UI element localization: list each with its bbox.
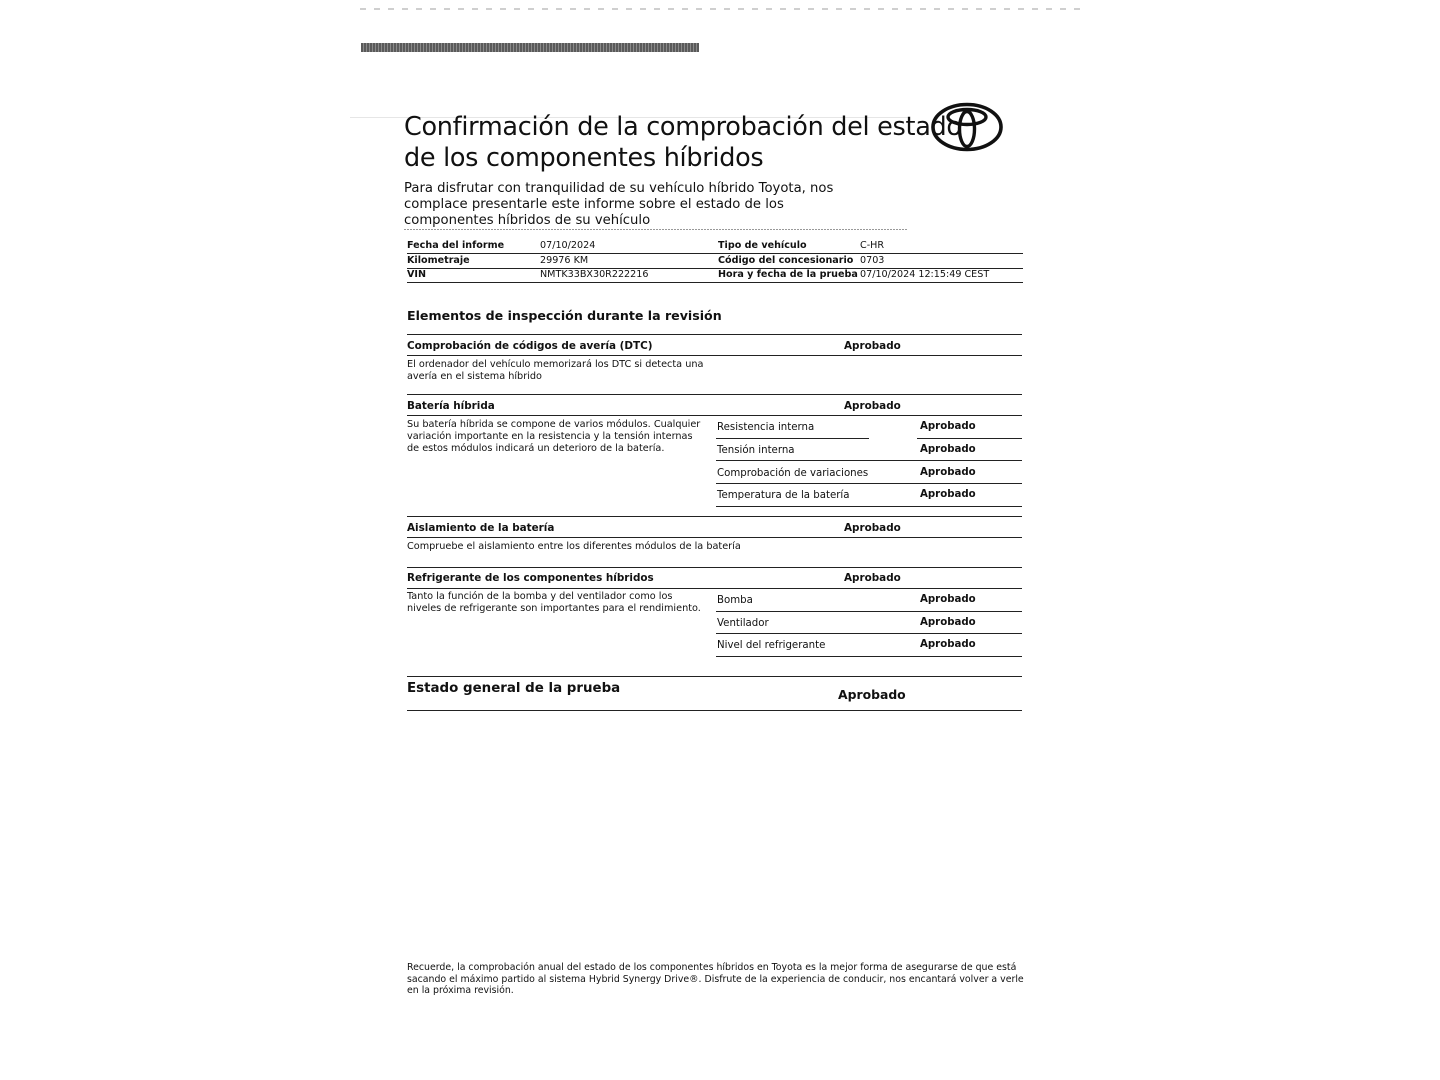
section-description: Compruebe el aislamiento entre los diferentes módulos de la batería xyxy=(407,541,741,552)
status-badge: Aprobado xyxy=(920,617,976,628)
overall-status-badge: Aprobado xyxy=(838,687,906,702)
section-description: Su batería híbrida se compone de varios módulos. Cualquier variación importante en la resistencia y la tensión internas de estos módulos indicará un deterioro de la batería. xyxy=(407,419,701,454)
section-divider xyxy=(407,516,1022,517)
check-label: Resistencia interna xyxy=(717,422,815,433)
info-label: Fecha del informe xyxy=(407,240,505,251)
section-divider xyxy=(407,355,1022,356)
check-label: Tensión interna xyxy=(717,445,795,456)
status-badge: Aprobado xyxy=(920,639,976,650)
intro-text: Para disfrutar con tranquilidad de su vehículo híbrido Toyota, nos complace presentarle este informe sobre el estado de los componentes híbridos de su vehículo xyxy=(404,181,834,229)
info-label: Kilometraje xyxy=(407,255,470,266)
section-title-insulation: Aislamiento de la batería xyxy=(407,522,555,534)
section-divider xyxy=(407,567,1022,568)
overall-title: Estado general de la prueba xyxy=(407,681,621,696)
check-label: Nivel del refrigerante xyxy=(717,640,826,651)
redaction-bar xyxy=(361,43,699,52)
scan-artifact-top xyxy=(360,8,1080,10)
check-divider xyxy=(716,633,1022,634)
check-label: Bomba xyxy=(717,595,753,606)
overall-divider xyxy=(407,710,1022,711)
info-row xyxy=(407,268,1023,283)
toyota-logo-icon xyxy=(929,101,1005,153)
info-value: 07/10/2024 xyxy=(540,240,596,251)
info-value: NMTK33BX30R222216 xyxy=(540,269,649,280)
section-divider xyxy=(407,334,1022,335)
overall-divider xyxy=(407,676,1022,677)
inspection-heading: Elementos de inspección durante la revisión xyxy=(407,308,722,323)
info-row xyxy=(407,239,1023,254)
section-title-battery: Batería híbrida xyxy=(407,400,495,412)
info-value: 29976 KM xyxy=(540,255,589,266)
info-label: Hora y fecha de la prueba xyxy=(718,269,858,280)
status-badge: Aprobado xyxy=(844,572,901,584)
info-label: Código del concesionario xyxy=(718,255,854,266)
section-divider xyxy=(407,394,1022,395)
intro-divider xyxy=(404,229,907,230)
check-divider xyxy=(716,483,1022,484)
status-badge: Aprobado xyxy=(844,400,901,412)
footer-note: Recuerde, la comprobación anual del estado de los componentes híbridos en Toyota es la mejor forma de asegurarse de que está sacando el máximo partido al sistema Hybrid Synergy Drive®. Disfrute de la experiencia de conducir, nos encantará volver a verle en la próxima revisión. xyxy=(407,962,1024,996)
check-divider xyxy=(716,506,1022,507)
info-label: Tipo de vehículo xyxy=(718,240,807,251)
status-badge: Aprobado xyxy=(920,444,976,455)
document-title: Confirmación de la comprobación del estado de los componentes híbridos xyxy=(404,112,962,173)
section-title-coolant: Refrigerante de los componentes híbridos xyxy=(407,572,654,584)
section-title-dtc: Comprobación de códigos de avería (DTC) xyxy=(407,340,653,352)
check-label: Comprobación de variaciones xyxy=(717,468,869,479)
section-description: El ordenador del vehículo memorizará los DTC si detecta una avería en el sistema híbrido xyxy=(407,359,704,382)
check-divider xyxy=(716,438,869,439)
section-description: Tanto la función de la bomba y del ventilador como los niveles de refrigerante son importantes para el rendimiento. xyxy=(407,591,701,614)
info-value: 0703 xyxy=(860,255,885,266)
check-label: Temperatura de la batería xyxy=(717,490,850,501)
status-badge: Aprobado xyxy=(920,467,976,478)
status-badge: Aprobado xyxy=(920,489,976,500)
info-value: 07/10/2024 12:15:49 CEST xyxy=(860,269,990,280)
status-badge: Aprobado xyxy=(844,522,901,534)
section-divider xyxy=(407,415,1022,416)
status-badge: Aprobado xyxy=(920,594,976,605)
check-divider xyxy=(716,611,1022,612)
check-divider xyxy=(716,460,1022,461)
status-badge: Aprobado xyxy=(844,340,901,352)
status-badge: Aprobado xyxy=(920,421,976,432)
section-divider xyxy=(407,588,1022,589)
section-divider xyxy=(407,537,1022,538)
info-row xyxy=(407,254,1023,269)
check-divider xyxy=(917,438,1022,439)
info-value: C-HR xyxy=(860,240,885,251)
info-label: VIN xyxy=(407,269,427,280)
check-label: Ventilador xyxy=(717,618,769,629)
check-divider xyxy=(716,656,1022,657)
